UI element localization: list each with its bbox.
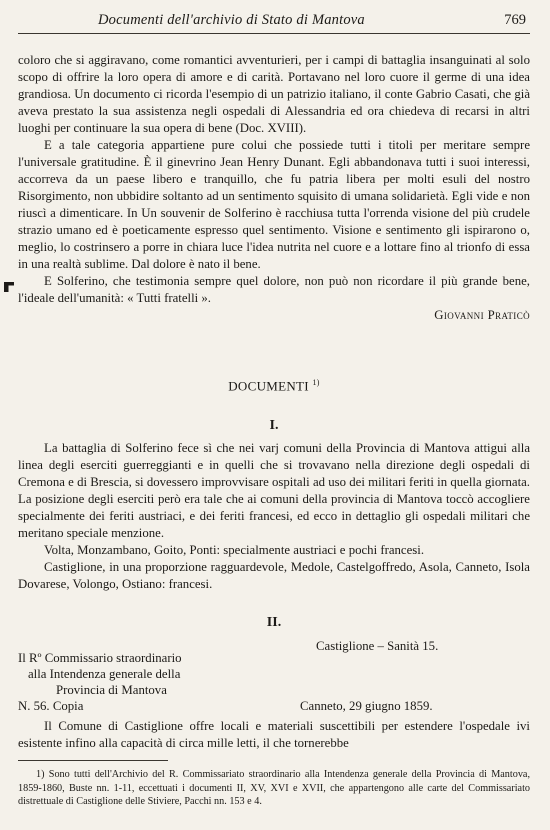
- intro-text: [18, 52, 530, 324]
- running-title: Documenti dell'archivio di Stato di Mantova: [98, 12, 365, 28]
- document-2-address-line-1: Il Rº Commissario straordinario: [18, 651, 182, 665]
- intro-paragraph-1: coloro che si aggiravano, come romantici avventurieri, per i campi di battaglia insanguinati al solo scopo di offrire la loro opera di amore e di carità. Portavano nel loro cuore il germe di una idea grandiosa. Un documento ci ricorda l'esempio di un patrizio italiano, il conte Gabrio Casati, che già aveva prestato la sua assistenza negli ospedali di Alessandria ed ora chiedeva di recarsi in altri luoghi per continuare la sua opera di bene (Doc. XVIII).: [18, 53, 530, 135]
- author-signature: Giovanni Praticò: [434, 308, 530, 322]
- intro-paragraph-3: E Solferino, che testimonia sempre quel dolore, non può non ricordare il più grande bene, l'ideale dell'umanità: « Tutti fratelli ».: [18, 274, 530, 305]
- header-rule: [18, 33, 530, 34]
- documents-heading-text: DOCUMENTI: [228, 378, 309, 394]
- document-2-date: Canneto, 29 giugno 1859.: [300, 699, 433, 713]
- running-header: [18, 8, 530, 30]
- footnote-reference: 1): [312, 378, 320, 387]
- intro-paragraph-2: E a tale categoria appartiene pure colui che possiede tutti i titoli per meritare sempre l'universale gratitudine. È il ginevrino Jean Henry Dunant. Egli abbandonava tutti i suoi interessi, accorreva da un paese libero e tranquillo, che fu patria libera per molti esuli del nostro Risorgimento, non ubbidire soltanto ad un sentimento squisito di umana solidarietà. Egli vide e non riuscì a dimenticare. In Un souvenir de Solferino è racchiusa tutta l'orrenda visione del più crudele strazio umano ed è poeticamente espresso quel sentimento. Visione e sentimento gli ispirarono o, meglio, lo costrinsero a porre in chiara luce l'idea nutrita nel cuore e a lottare fino al trionfo di essa in una realtà sublime. Dal dolore è nato il bene.: [18, 138, 530, 271]
- document-2-body: Il Comune di Castiglione offre locali e materiali suscettibili per estendere l'ospedale ivi esistente infino alla capacità di circa mille letti, il che tornerebbe: [18, 719, 530, 750]
- document-2-text: [18, 718, 530, 752]
- document-1-paragraph-2: Volta, Monzambano, Goito, Ponti: specialmente austriaci e pochi francesi.: [44, 543, 425, 557]
- footnote-text: Sono tutti dell'Archivio del R. Commissariato straordinario alla Intendenza generale della Provincia di Mantova, 1859-1860, Buste nn. 1-11, eccettuati i documenti II, XV, XVI e XVII, che appartengono alle carte del Commissariato distrettuale di Castiglione delle Stiviere, Pacchi nn. 153 e 4.: [18, 769, 530, 807]
- document-2-numeral: II.: [266, 615, 282, 630]
- documents-heading: [18, 378, 530, 394]
- footnote: [18, 768, 530, 809]
- margin-mark-icon: [4, 282, 14, 292]
- footnote-rule: [18, 760, 168, 761]
- document-1-numeral: I.: [269, 418, 279, 433]
- document-2-number: N. 56. Copia: [18, 699, 84, 713]
- document-1-paragraph-1: La battaglia di Solferino fece sì che nei varj comuni della Provincia di Mantova attigui alla linea degli eserciti guerreggianti e in quelli che si trovavano nella direzione degli ospedali di Cremona e di Brescia, si dovessero improvvisare ospitali ad uso dei militari feriti in quella giornata. La posizione degli eserciti però era tale che ai comuni della provincia di Mantova toccò accogliere specialmente dei feriti austriaci, e dei feriti francesi, ed ecco in dettaglio gli ospedali militari che meritano speciale menzione.: [18, 441, 530, 540]
- document-2-address-line-3: Provincia di Mantova: [56, 683, 167, 697]
- footnote-marker: 1): [36, 769, 45, 780]
- document-2-place: Castiglione – Sanità 15.: [316, 639, 439, 653]
- document-2-address-line-2: alla Intendenza generale della: [28, 667, 181, 681]
- document-1-paragraph-3: Castiglione, in una proporzione ragguardevole, Medole, Castelgoffredo, Asola, Canneto, Isola Dovarese, Volongo, Ostiano: francesi.: [18, 560, 530, 591]
- document-1-text: [18, 440, 530, 593]
- page-number: 769: [504, 12, 526, 28]
